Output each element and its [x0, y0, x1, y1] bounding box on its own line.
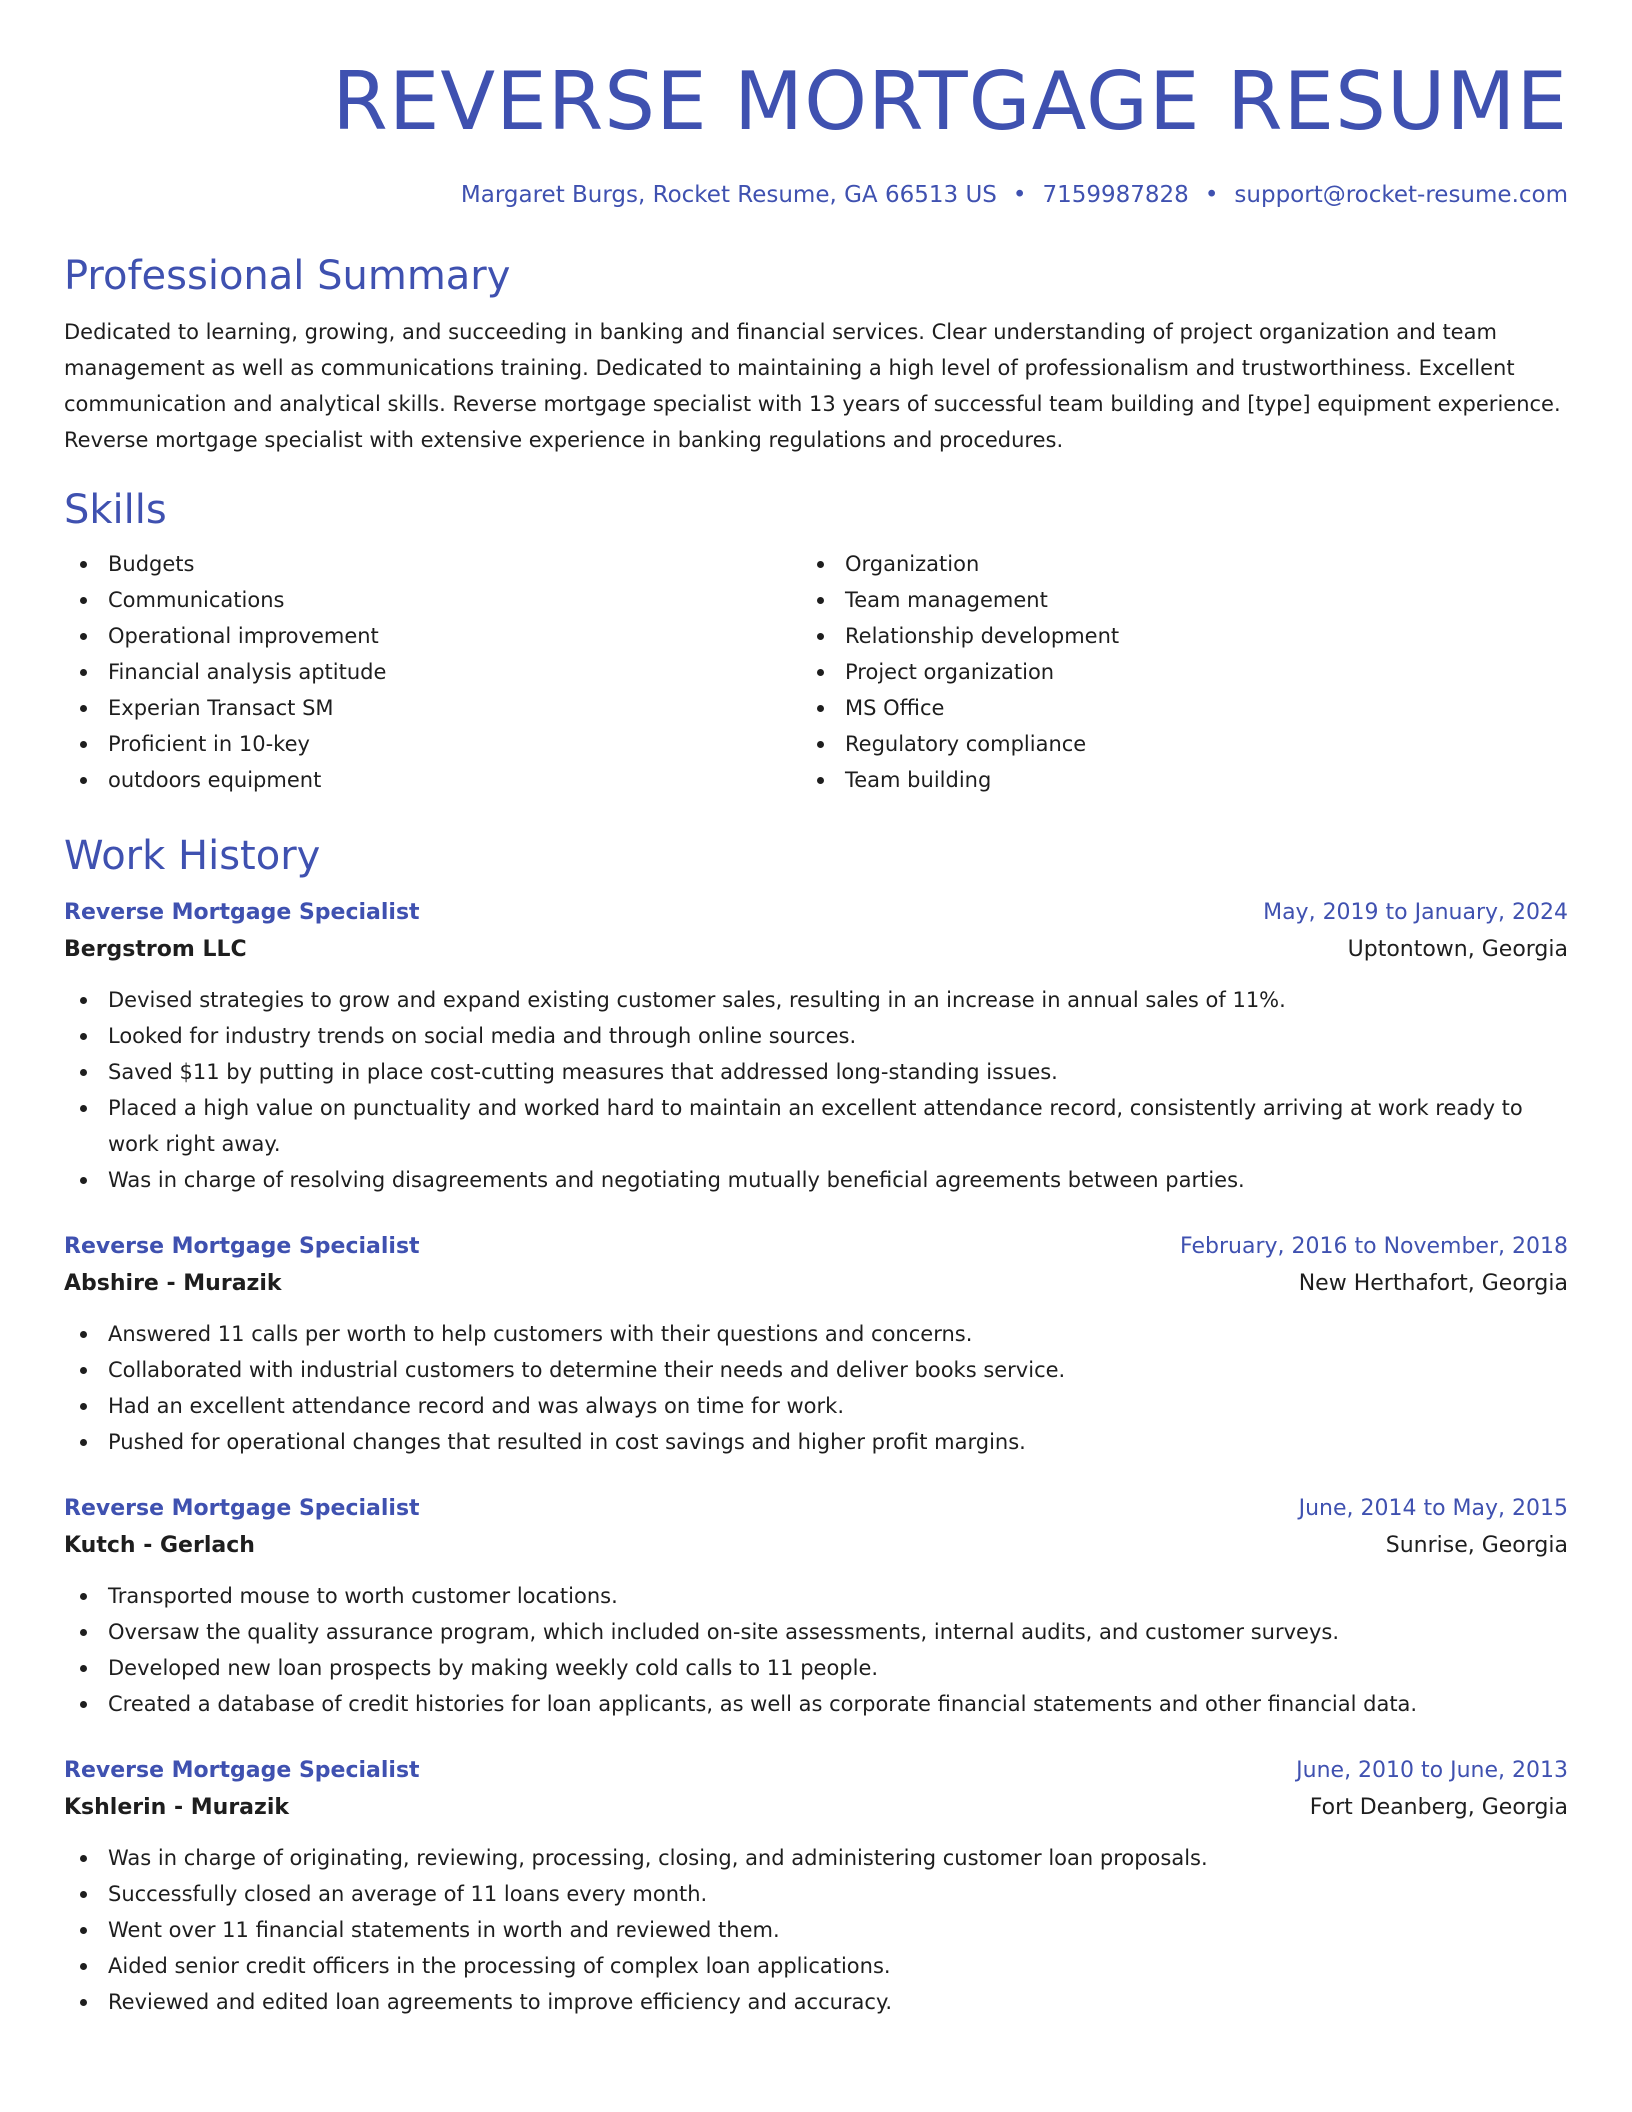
skill-item: Financial analysis aptitude: [64, 654, 801, 690]
job-company-row: [64, 1788, 1568, 1828]
contact-separator: •: [1204, 182, 1219, 208]
job-bullet: Oversaw the quality assurance program, which included on-site assessments, internal audits, and customer surveys.: [64, 1614, 1568, 1650]
skills-grid: [64, 546, 1568, 798]
skill-item: Regulatory compliance: [801, 726, 1561, 762]
job-entry: [64, 1230, 1568, 1460]
job-bullets: [64, 1316, 1568, 1460]
contact-line: [64, 180, 1568, 210]
job-bullet: Placed a high value on punctuality and worked hard to maintain an excellent attendance record, consistently arriving at work ready to work right away.: [64, 1090, 1568, 1162]
skill-item: Relationship development: [801, 618, 1561, 654]
job-entry: [64, 1492, 1568, 1722]
skill-item: Budgets: [64, 546, 801, 582]
job-company: Kutch - Gerlach: [64, 1533, 255, 1558]
job-bullets: [64, 982, 1568, 1198]
job-title: Reverse Mortgage Specialist: [64, 1758, 420, 1783]
job-bullet: Looked for industry trends on social media and through online sources.: [64, 1018, 1568, 1054]
job-location: New Herthafort, Georgia: [1298, 1271, 1568, 1296]
work-history-heading: Work History: [64, 833, 321, 879]
professional-summary-section: [64, 250, 1568, 458]
skill-item: Team building: [801, 762, 1561, 798]
job-bullet: Had an excellent attendance record and was always on time for work.: [64, 1388, 1568, 1424]
skills-list-left: [64, 546, 801, 798]
job-title: Reverse Mortgage Specialist: [64, 900, 420, 925]
job-bullet: Pushed for operational changes that resulted in cost savings and higher profit margins.: [64, 1424, 1568, 1460]
skills-section: [64, 484, 1568, 798]
job-bullet: Saved $11 by putting in place cost-cutting measures that addressed long-standing issues.: [64, 1054, 1568, 1090]
skill-item: Operational improvement: [64, 618, 801, 654]
skills-heading: Skills: [64, 487, 167, 533]
contact-phone: 7159987828: [1042, 182, 1189, 208]
job-header-row: [64, 1754, 1568, 1788]
job-bullet: Reviewed and edited loan agreements to improve efficiency and accuracy.: [64, 1984, 1568, 2020]
job-title: Reverse Mortgage Specialist: [64, 1496, 420, 1521]
skill-item: MS Office: [801, 690, 1561, 726]
job-bullet: Was in charge of originating, reviewing, processing, closing, and administering customer loan proposals.: [64, 1840, 1568, 1876]
skill-item: outdoors equipment: [64, 762, 801, 798]
job-bullet: Successfully closed an average of 11 loans every month.: [64, 1876, 1568, 1912]
job-company: Abshire - Murazik: [64, 1271, 282, 1296]
work-history-section: [64, 830, 1568, 2020]
skill-item: Organization: [801, 546, 1561, 582]
job-dates: June, 2010 to June, 2013: [1296, 1758, 1568, 1783]
job-bullet: Devised strategies to grow and expand existing customer sales, resulting in an increase in annual sales of 11%.: [64, 982, 1568, 1018]
skill-item: Project organization: [801, 654, 1561, 690]
job-company-row: [64, 930, 1568, 970]
job-dates: June, 2014 to May, 2015: [1298, 1496, 1568, 1521]
job-header-row: [64, 896, 1568, 930]
job-bullet: Transported mouse to worth customer locations.: [64, 1578, 1568, 1614]
job-bullet: Answered 11 calls per worth to help customers with their questions and concerns.: [64, 1316, 1568, 1352]
job-bullets: [64, 1840, 1568, 2020]
contact-separator: •: [1012, 182, 1027, 208]
job-bullet: Was in charge of resolving disagreements and negotiating mutually beneficial agreements between parties.: [64, 1162, 1568, 1198]
job-location: Fort Deanberg, Georgia: [1309, 1795, 1568, 1820]
job-bullet: Went over 11 financial statements in worth and reviewed them.: [64, 1912, 1568, 1948]
job-title: Reverse Mortgage Specialist: [64, 1234, 420, 1259]
skill-item: Communications: [64, 582, 801, 618]
job-header-row: [64, 1230, 1568, 1264]
job-entry: [64, 896, 1568, 1198]
job-header-row: [64, 1492, 1568, 1526]
job-dates: February, 2016 to November, 2018: [1180, 1234, 1568, 1259]
skill-item: Proficient in 10-key: [64, 726, 801, 762]
job-entry: [64, 1754, 1568, 2020]
job-bullet: Developed new loan prospects by making weekly cold calls to 11 people.: [64, 1650, 1568, 1686]
job-bullet: Collaborated with industrial customers to determine their needs and deliver books service.: [64, 1352, 1568, 1388]
summary-heading: Professional Summary: [64, 253, 511, 299]
skill-item: Team management: [801, 582, 1561, 618]
job-location: Sunrise, Georgia: [1385, 1533, 1568, 1558]
job-bullet: Created a database of credit histories for loan applicants, as well as corporate financial statements and other financial data.: [64, 1686, 1568, 1722]
job-bullets: [64, 1578, 1568, 1722]
job-location: Uptontown, Georgia: [1347, 937, 1568, 962]
contact-address: Margaret Burgs, Rocket Resume, GA 66513 US: [460, 182, 997, 208]
job-company-row: [64, 1526, 1568, 1566]
job-bullet: Aided senior credit officers in the processing of complex loan applications.: [64, 1948, 1568, 1984]
summary-text: Dedicated to learning, growing, and succeeding in banking and financial services. Clear understanding of project organization and team management as well as communications training. Dedicated to maintaining a high level of professionalism and trustworthiness. Excellent communication and analytical skills. Reverse mortgage specialist with 13 years of successful team building and [type] equipment experience. Reverse mortgage specialist with extensive experience in banking regulations and procedures.: [64, 320, 1561, 452]
resume-title: REVERSE MORTGAGE RESUME: [332, 55, 1568, 148]
job-dates: May, 2019 to January, 2024: [1263, 900, 1568, 925]
job-company: Bergstrom LLC: [64, 937, 247, 962]
contact-email: support@rocket-resume.com: [1234, 182, 1568, 208]
job-company: Kshlerin - Murazik: [64, 1795, 289, 1820]
job-company-row: [64, 1264, 1568, 1304]
skills-list-right: [801, 546, 1561, 798]
skill-item: Experian Transact SM: [64, 690, 801, 726]
